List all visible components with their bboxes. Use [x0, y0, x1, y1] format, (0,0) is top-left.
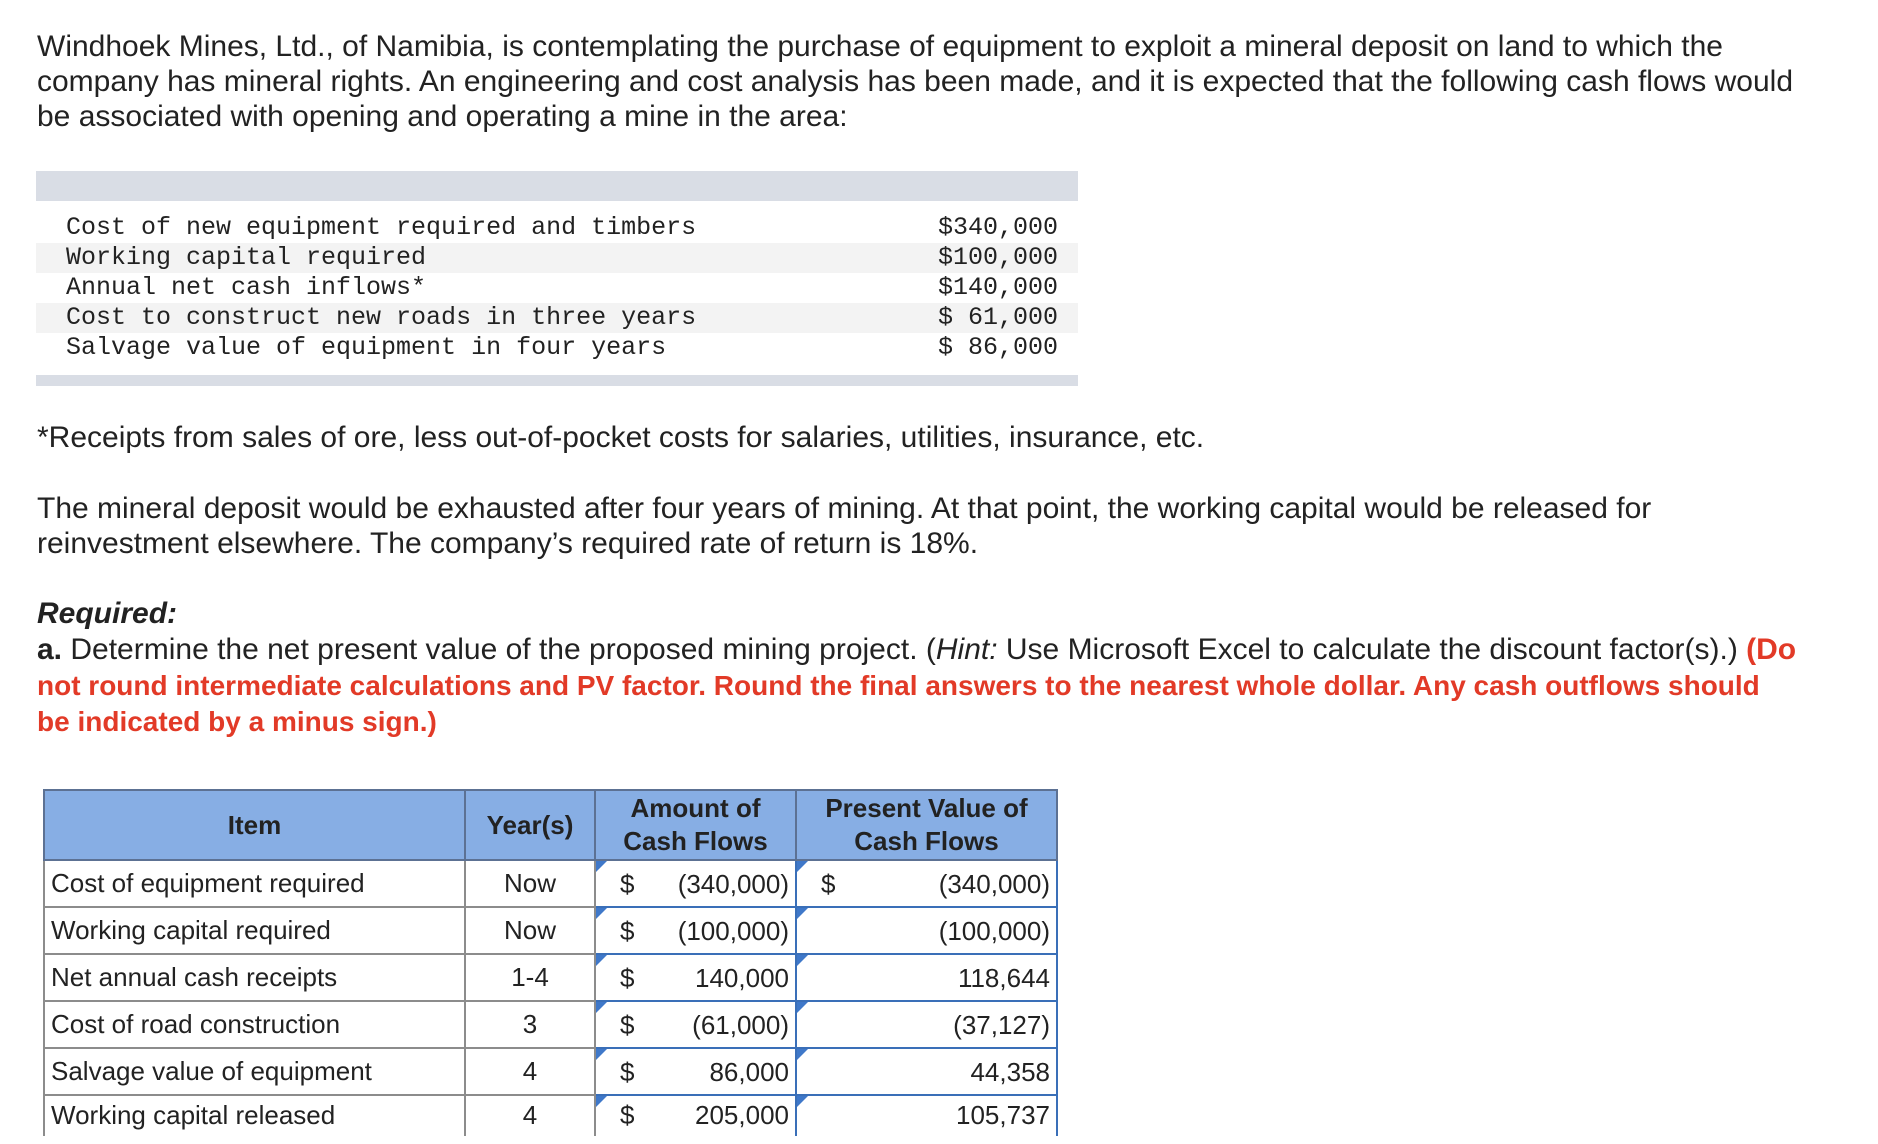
- row-years: 3: [465, 1001, 595, 1048]
- table-row: [44, 1095, 1057, 1136]
- amount-value: (100,000): [677, 916, 789, 946]
- input-marker-icon: [596, 908, 607, 919]
- table-row: [44, 1001, 1057, 1048]
- amount-value: (61,000): [692, 1010, 789, 1040]
- body-line-1: The mineral deposit would be exhausted after four years of mining. At that point, the working capital would be released for: [37, 492, 1652, 525]
- amount-input-cell[interactable]: [595, 1095, 796, 1136]
- amount-input-cell[interactable]: [595, 860, 796, 907]
- header-item: Item: [44, 790, 465, 860]
- row-item: Net annual cash receipts: [44, 954, 465, 1001]
- question-text: Determine the net present value of the proposed mining project. (: [62, 633, 936, 666]
- input-marker-icon: [797, 1096, 808, 1107]
- row-years: Now: [465, 860, 595, 907]
- input-marker-icon: [596, 861, 607, 872]
- pv-input-cell[interactable]: [796, 1048, 1057, 1095]
- input-marker-icon: [596, 1002, 607, 1013]
- currency-symbol: $: [620, 1100, 635, 1130]
- input-marker-icon: [797, 1049, 808, 1060]
- amount-input-cell[interactable]: [595, 907, 796, 954]
- row-item: Salvage value of equipment: [44, 1048, 465, 1095]
- currency-symbol: $: [620, 869, 635, 899]
- row-item: Cost of equipment required: [44, 860, 465, 907]
- given-value: $100,000: [937, 243, 1058, 272]
- row-item: Working capital required: [44, 907, 465, 954]
- given-value: $ 61,000: [937, 303, 1058, 332]
- hint-word: Hint:: [935, 633, 998, 666]
- given-label: Salvage value of equipment in four years: [66, 333, 667, 362]
- intro-line-2: company has mineral rights. An engineering and cost analysis has been made, and it is expected that the following cash flows would: [37, 65, 1794, 98]
- pv-input-cell[interactable]: [796, 1095, 1057, 1136]
- row-years: Now: [465, 907, 595, 954]
- instruction-start: (Do: [1746, 633, 1797, 666]
- pv-value: 44,358: [970, 1057, 1050, 1087]
- given-table-bottom-bar: [36, 375, 1078, 386]
- footnote: *Receipts from sales of ore, less out-of-pocket costs for salaries, utilities, insurance, etc.: [37, 421, 1205, 454]
- pv-value: (37,127): [953, 1010, 1050, 1040]
- amount-value: (340,000): [677, 869, 789, 899]
- given-cash-flow-table: [36, 171, 1078, 386]
- input-marker-icon: [797, 861, 808, 872]
- pv-value: 118,644: [957, 963, 1050, 993]
- pv-input-cell[interactable]: [796, 907, 1057, 954]
- intro-line-1: Windhoek Mines, Ltd., of Namibia, is contemplating the purchase of equipment to exploit a mineral deposit on land to which the: [37, 30, 1723, 63]
- given-label: Working capital required: [66, 243, 427, 272]
- input-marker-icon: [596, 955, 607, 966]
- input-marker-icon: [596, 1049, 607, 1060]
- pv-input-cell[interactable]: [796, 954, 1057, 1001]
- table-row: [44, 907, 1057, 954]
- input-marker-icon: [797, 955, 808, 966]
- pv-input-cell[interactable]: [796, 1001, 1057, 1048]
- given-table-top-bar: [36, 171, 1078, 201]
- npv-answer-table: [43, 789, 1058, 1136]
- given-row: [36, 273, 1078, 303]
- hint-text: Use Microsoft Excel to calculate the discount factor(s).): [997, 633, 1747, 666]
- pv-value: (100,000): [938, 916, 1050, 946]
- header-amount: Amount of Cash Flows: [595, 790, 796, 860]
- given-label: Cost to construct new roads in three years: [66, 303, 697, 332]
- amount-value: 205,000: [695, 1100, 789, 1130]
- given-label: Cost of new equipment required and timbers: [66, 213, 697, 242]
- given-value: $ 86,000: [937, 333, 1058, 362]
- amount-value: 86,000: [709, 1057, 789, 1087]
- given-row: [36, 243, 1078, 273]
- currency-symbol: $: [821, 869, 836, 899]
- currency-symbol: $: [620, 963, 635, 993]
- amount-input-cell[interactable]: [595, 1048, 796, 1095]
- amount-value: 140,000: [695, 963, 789, 993]
- input-marker-icon: [797, 1002, 808, 1013]
- pv-input-cell[interactable]: [796, 860, 1057, 907]
- row-item: Working capital released: [44, 1095, 465, 1136]
- table-row: [44, 1048, 1057, 1095]
- table-row: [44, 860, 1057, 907]
- row-item: Cost of road construction: [44, 1001, 465, 1048]
- amount-input-cell[interactable]: [595, 1001, 796, 1048]
- given-value: $340,000: [937, 213, 1058, 242]
- header-years: Year(s): [465, 790, 595, 860]
- table-row: [44, 954, 1057, 1001]
- required-line-1: [37, 632, 1796, 667]
- row-years: 4: [465, 1048, 595, 1095]
- answer-header-row: [44, 790, 1057, 860]
- required-heading: Required:: [37, 597, 178, 630]
- given-label: Annual net cash inflows*: [66, 273, 427, 302]
- input-marker-icon: [596, 1096, 607, 1107]
- given-row: [36, 333, 1078, 363]
- given-row: [36, 213, 1078, 243]
- currency-symbol: $: [620, 1010, 635, 1040]
- instruction-line-2: not round intermediate calculations and PV factor. Round the final answers to the nearest whole dollar. Any cash outflows should: [37, 670, 1760, 701]
- pv-value: (340,000): [938, 869, 1050, 899]
- currency-symbol: $: [620, 1057, 635, 1087]
- input-marker-icon: [797, 908, 808, 919]
- given-value: $140,000: [937, 273, 1058, 302]
- currency-symbol: $: [620, 916, 635, 946]
- header-present-value: Present Value of Cash Flows: [796, 790, 1057, 860]
- body-line-2: reinvestment elsewhere. The company’s required rate of return is 18%.: [37, 527, 979, 560]
- row-years: 4: [465, 1095, 595, 1136]
- intro-line-3: be associated with opening and operating a mine in the area:: [37, 100, 848, 133]
- part-label: a.: [37, 633, 63, 666]
- row-years: 1-4: [465, 954, 595, 1001]
- instruction-line-3: be indicated by a minus sign.): [37, 706, 437, 737]
- amount-input-cell[interactable]: [595, 954, 796, 1001]
- pv-value: 105,737: [956, 1100, 1050, 1130]
- given-row: [36, 303, 1078, 333]
